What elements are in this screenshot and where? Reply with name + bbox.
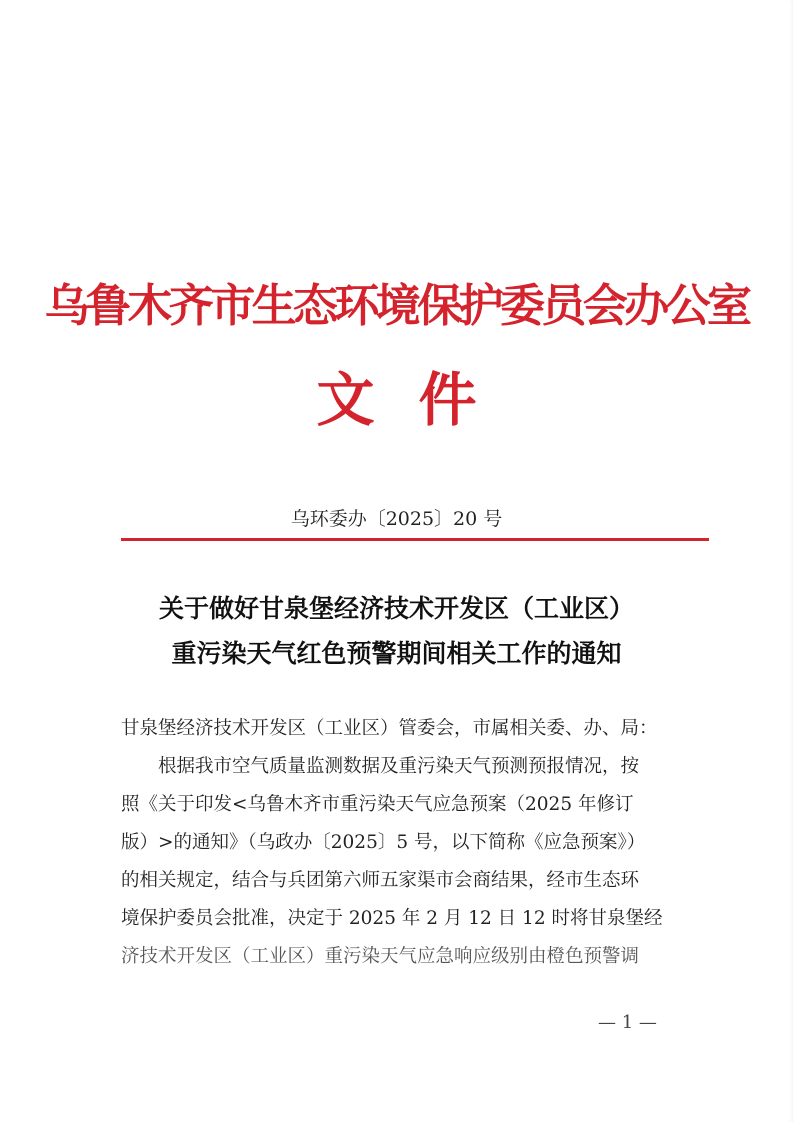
document-title-line-1: 关于做好甘泉堡经济技术开发区（工业区） xyxy=(158,594,634,623)
document-type: 文件 xyxy=(316,366,521,434)
body-line: 根据我市空气质量监测数据及重污染天气预测预报情况，按 xyxy=(158,756,640,777)
issuer-name: 乌鲁木齐市生态环境保护委员会办公室 xyxy=(44,279,749,332)
document-number: 乌环委办〔2025〕20 号 xyxy=(290,508,503,530)
body-line: 境保护委员会批准，决定于 2025 年 2 月 12 日 12 时将甘泉堡经 xyxy=(121,908,663,929)
body-line: 的相关规定，结合与兵团第六师五家渠市会商结果，经市生态环 xyxy=(121,870,640,891)
body-line: 照《关于印发<乌鲁木齐市重污染天气应急预案（2025 年修订 xyxy=(121,794,634,815)
body-line: 济技术开发区（工业区）重污染天气应急响应级别由橙色预警调 xyxy=(121,946,640,967)
document-title-line-2: 重污染天气红色预警期间相关工作的通知 xyxy=(171,639,622,668)
body-line: 版）>的通知》（乌政办〔2025〕5 号，以下简称《应急预案》） xyxy=(121,832,646,853)
page-number: — 1 — xyxy=(598,1012,657,1033)
red-header-rule xyxy=(121,538,709,541)
addressee-line: 甘泉堡经济技术开发区（工业区）管委会，市属相关委、办、局： xyxy=(121,718,658,739)
